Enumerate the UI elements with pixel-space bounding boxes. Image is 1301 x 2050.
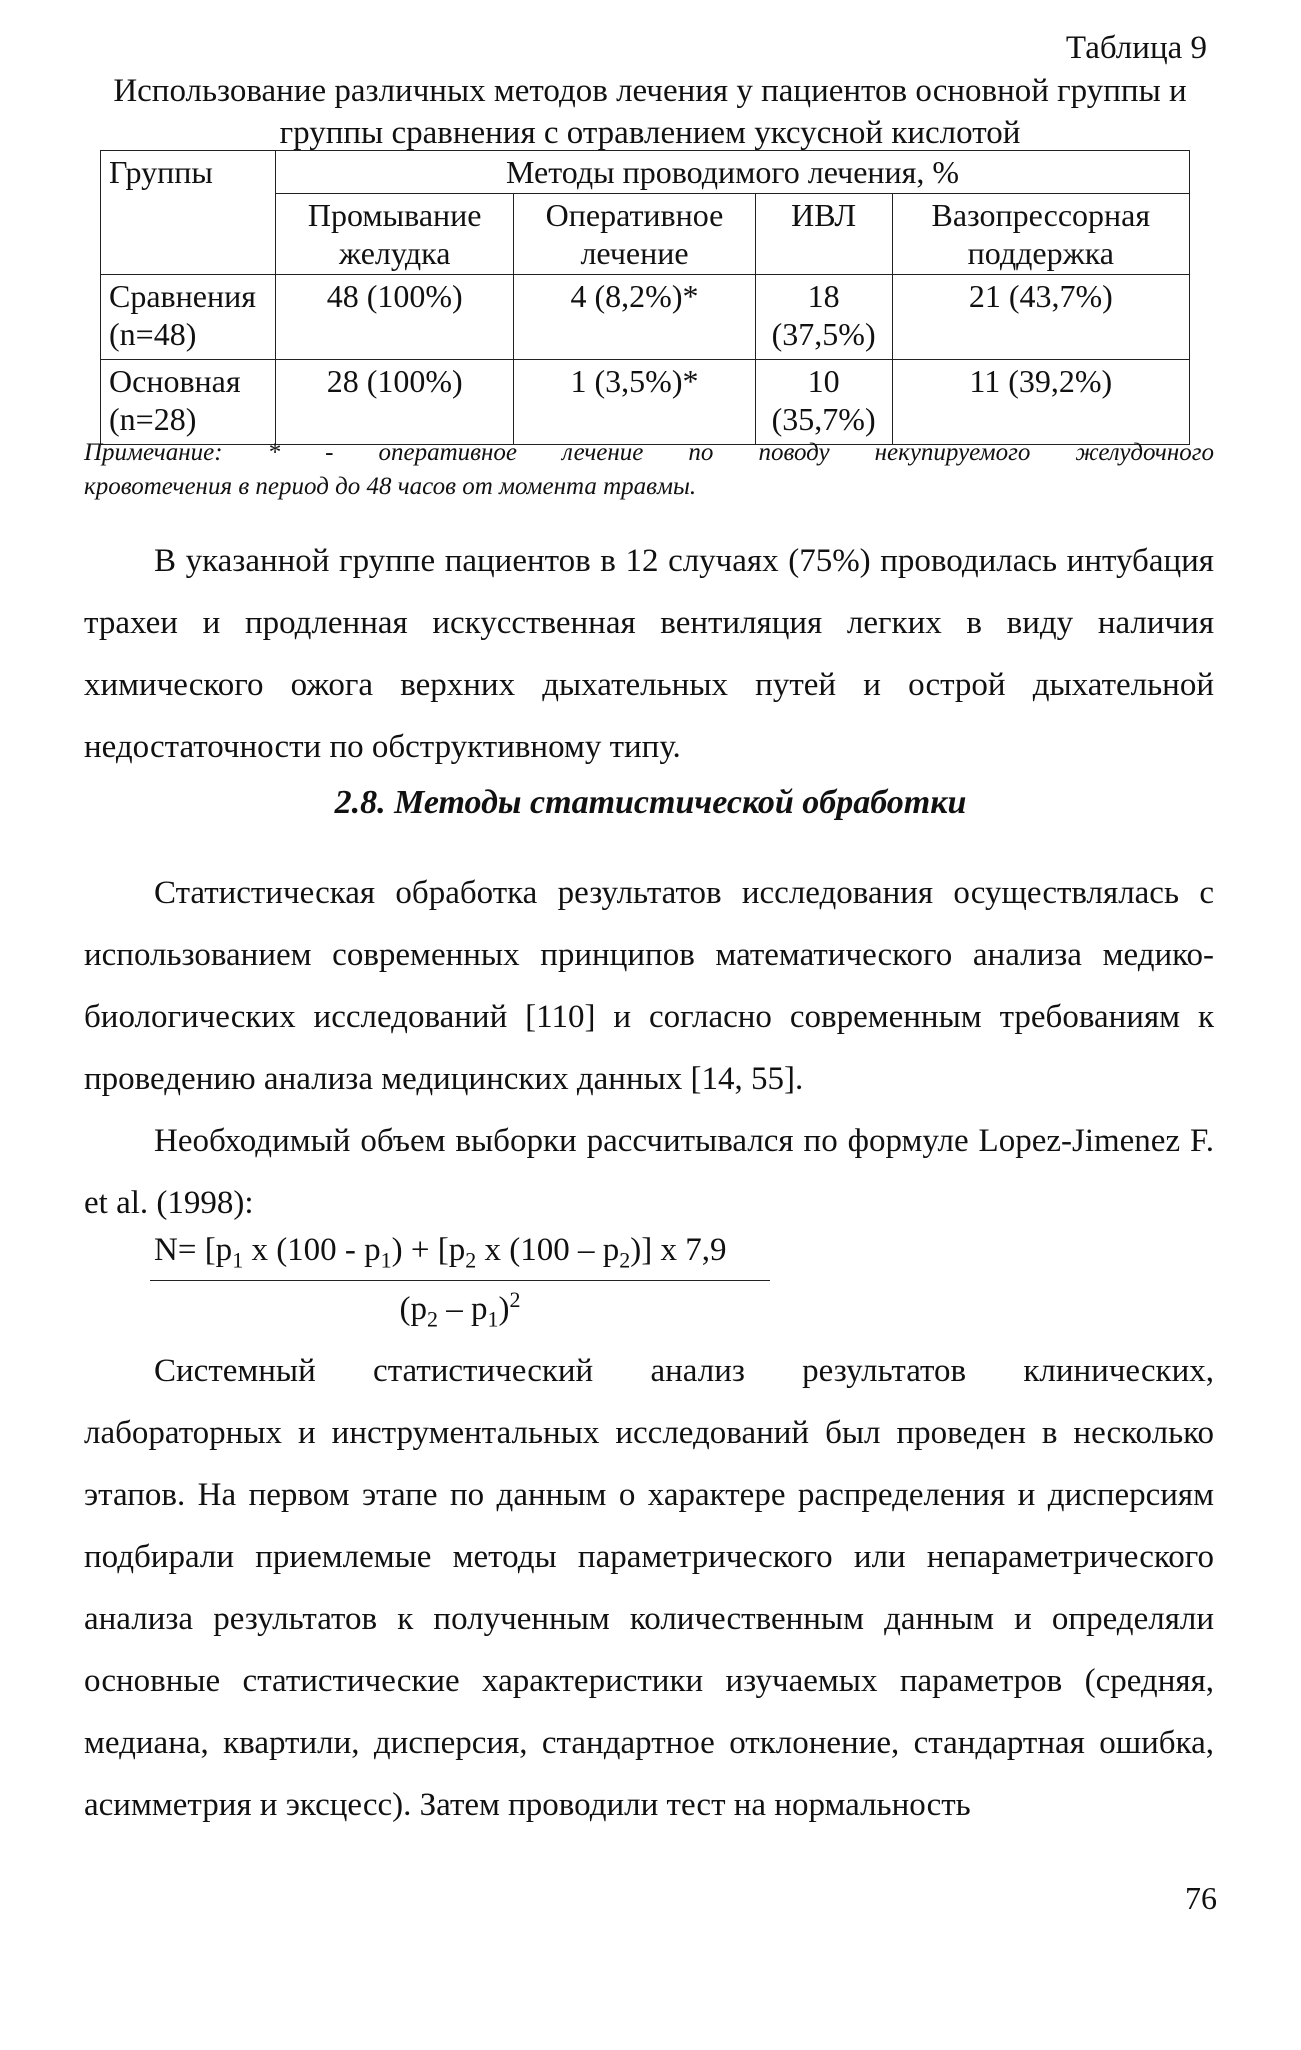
- table-row: [101, 275, 1190, 360]
- table-label: Таблица 9: [1065, 30, 1207, 66]
- group-cell: Основная (n=28): [101, 360, 276, 445]
- value-cell: 11 (39,2%): [892, 360, 1189, 445]
- section-title: 2.8. Методы статистической обработки: [334, 784, 967, 821]
- treatment-methods-table: [100, 150, 1190, 445]
- sample-size-formula: [150, 1232, 770, 1332]
- header-groups: Группы: [101, 151, 276, 275]
- column-header: ИВЛ: [755, 194, 892, 275]
- table-caption: Использование различных методов лечения у пациентов основной группы и группы сравнения с отравлением уксусной кислотой: [113, 73, 1187, 151]
- paragraph-text: Статистическая обработка результатов исследования осуществлялась с использованием современных принципов математического анализа медико-биологических исследований [110] и согласно современным требованиям к проведению анализа медицинских данных [14, 55].: [84, 875, 1214, 1097]
- header-methods: Методы проводимого лечения, %: [276, 151, 1190, 194]
- paragraph: [84, 530, 1214, 778]
- value-cell: 48 (100%): [276, 275, 514, 360]
- value-cell: 4 (8,2%)*: [514, 275, 755, 360]
- paragraph: [84, 1110, 1214, 1234]
- column-header: Промывание желудка: [276, 194, 514, 275]
- table-note: [84, 436, 1214, 504]
- paragraph: [84, 1340, 1214, 1836]
- note-line: кровотечения в период до 48 часов от момента травмы.: [84, 473, 697, 500]
- formula-denominator: $(p_2 - p_1)^2$: [399, 1286, 521, 1332]
- note-line: Примечание: * - оперативное лечение по поводу некупируемого желудочного: [84, 439, 1214, 466]
- paragraph: [84, 862, 1214, 1110]
- paragraph-text: Необходимый объем выборки рассчитывался по формуле Lopez-Jimenez F. et al. (1998):: [84, 1123, 1214, 1221]
- value-cell: 1 (3,5%)*: [514, 360, 755, 445]
- page-number: 76: [1185, 1880, 1217, 1916]
- paragraph-text: В указанной группе пациентов в 12 случаях (75%) проводилась интубация трахеи и продленная искусственная вентиляция легких в виду наличия химического ожога верхних дыхательных путей и острой дыхательной недостаточности по обструктивному типу.: [84, 543, 1214, 765]
- table-row: [101, 360, 1190, 445]
- value-cell: 28 (100%): [276, 360, 514, 445]
- paragraph-text: Системный статистический анализ результатов клинических, лабораторных и инструментальных исследований был проведен в несколько этапов. На первом этапе по данным о характере распределения и дисперсиям подбирали приемлемые методы параметрического или непараметрического анализа результатов к полученным количественным данным и определяли основные статистические характеристики изучаемых параметров (средняя, медиана, квартили, дисперсия, стандартное отклонение, стандартная ошибка, асимметрия и эксцесс). Затем проводили тест на нормальность: [84, 1353, 1214, 1823]
- group-cell: Сравнения (n=48): [101, 275, 276, 360]
- value-cell: 18 (37,5%): [755, 275, 892, 360]
- column-header: Оперативное лечение: [514, 194, 755, 275]
- value-cell: 21 (43,7%): [892, 275, 1189, 360]
- value-cell: 10 (35,7%): [755, 360, 892, 445]
- formula-numerator: $N= [p_1$ x $(100 - p_1) + [p_2$ x $(100 - p_2)$] x 7,9: [150, 1232, 770, 1281]
- column-header: Вазопрессорная поддержка: [892, 194, 1189, 275]
